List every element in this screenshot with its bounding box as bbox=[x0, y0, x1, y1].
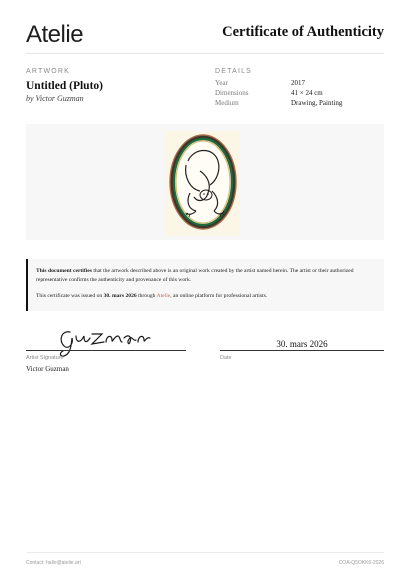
footer-contact[interactable]: Contact: hallo@atelie.art bbox=[26, 560, 81, 566]
date-caption: Date bbox=[220, 355, 232, 361]
details-table bbox=[215, 78, 385, 108]
date-value: 30. mars 2026 bbox=[276, 339, 328, 349]
certification-paragraph bbox=[36, 267, 374, 285]
detail-key: Dimensions bbox=[215, 89, 249, 97]
artwork-artist: by Victor Guzman bbox=[26, 94, 84, 103]
detail-value: 41 × 24 cm bbox=[291, 89, 323, 97]
atelie-logo: Atelie bbox=[26, 21, 84, 48]
detail-value: Drawing, Painting bbox=[291, 99, 343, 107]
footer-divider bbox=[26, 552, 384, 553]
certificate-id: COA-Q5OKK6-2026 bbox=[338, 560, 384, 566]
details-section-label: DETAILS bbox=[215, 68, 253, 75]
signature-line bbox=[26, 350, 186, 351]
date-line bbox=[220, 350, 384, 351]
artwork-image bbox=[166, 131, 240, 236]
signatory-name: Victor Guzman bbox=[26, 365, 69, 373]
signature-caption: Artist Signature bbox=[26, 355, 64, 361]
platform-link[interactable]: Atelie bbox=[156, 293, 171, 299]
issuance-mid: through bbox=[136, 293, 157, 299]
detail-key: Medium bbox=[215, 99, 239, 107]
detail-row-medium bbox=[215, 98, 385, 108]
detail-row-dimensions bbox=[215, 88, 385, 98]
issuance-suffix: , an online platform for professional artists. bbox=[170, 293, 268, 299]
detail-value: 2017 bbox=[291, 79, 305, 87]
detail-key: Year bbox=[215, 79, 228, 87]
document-title: Certificate of Authenticity bbox=[222, 24, 384, 40]
artwork-title: Untitled (Pluto) bbox=[26, 80, 103, 92]
issuance-date: 30. mars 2026 bbox=[103, 293, 137, 299]
artwork-section-label: ARTWORK bbox=[26, 68, 71, 75]
detail-row-year bbox=[215, 78, 385, 88]
issuance-prefix: This certificate was issued on bbox=[36, 293, 104, 299]
certification-body: that the artwork described above is an original work created by the artist named herein. The artist or their authorized representative confirms the authenticity and provenance of this work. bbox=[36, 268, 354, 283]
certification-lead: This document certifies bbox=[36, 268, 92, 274]
artwork-drawing-icon bbox=[166, 131, 240, 236]
header-divider bbox=[26, 53, 384, 54]
artist-signature-image bbox=[56, 320, 152, 358]
issuance-paragraph bbox=[36, 292, 374, 301]
certification-statement bbox=[26, 259, 384, 311]
